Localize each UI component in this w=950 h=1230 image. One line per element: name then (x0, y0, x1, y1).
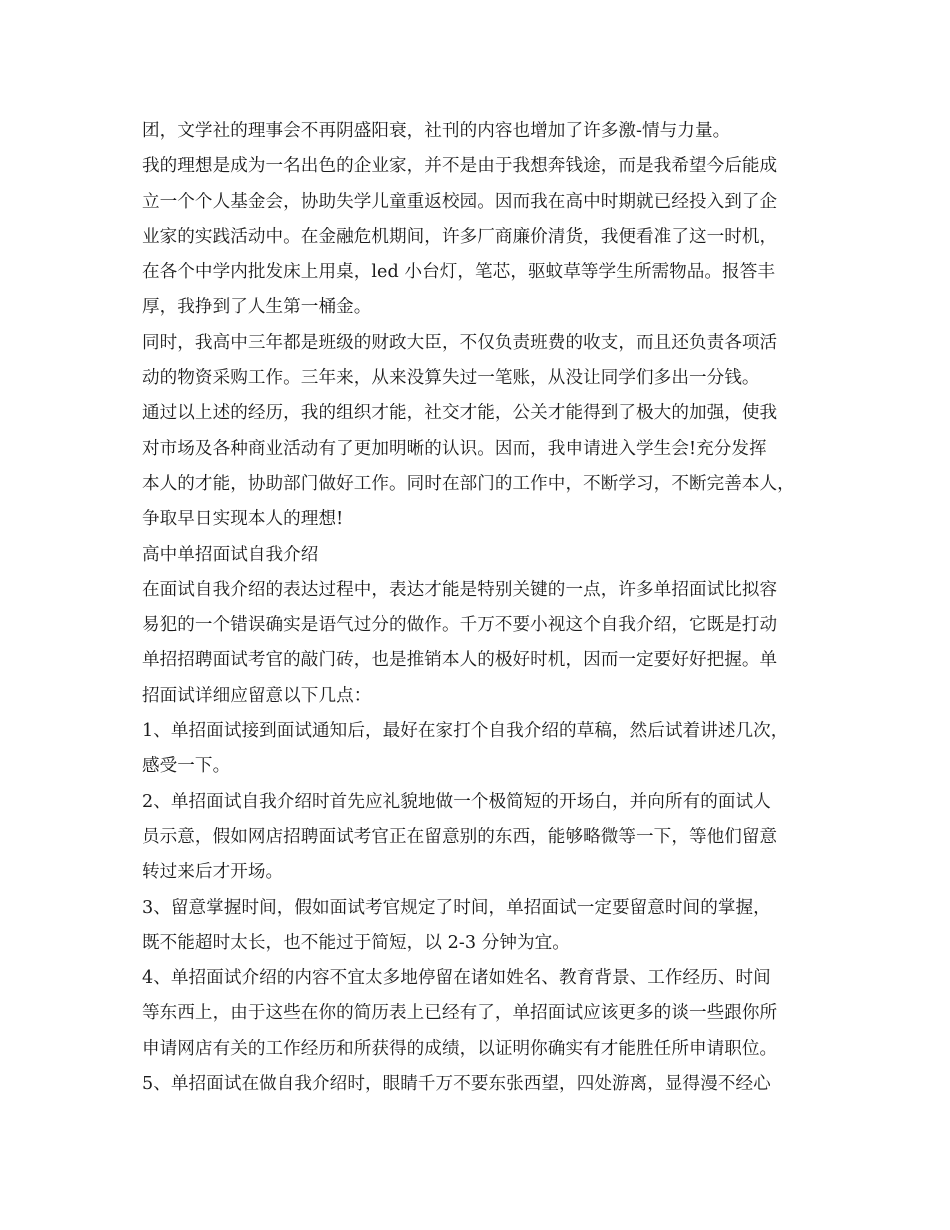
text-line-9: 通过以上述的经历，我的组织才能，社交才能，公关才能得到了极大的加强，使我 (142, 403, 778, 424)
text-line-8: 动的物资采购工作。三年来，从来没算失过一笔账，从没让同学们多出一分钱。 (142, 368, 760, 389)
section-heading: 高中单招面试自我介绍 (142, 544, 319, 565)
text-line-16: 单招招聘面试考官的敲门砖，也是推销本人的极好时机，因而一定要好好把握。单 (142, 650, 778, 671)
list-item-4-line-3: 申请网店有关的工作经历和所获得的成绩，以证明你确实有才能胜任所申请职位。 (142, 1038, 778, 1059)
text-line-3: 立一个个人基金会，协助失学儿童重返校园。因而我在高中时期就已经投入到了企 (142, 191, 778, 212)
list-item-4-line-1: 4、单招面试介绍的内容不宜太多地停留在诸如姓名、教育背景、工作经历、时间 (142, 968, 771, 989)
text-line-12: 争取早日实现本人的理想! (142, 509, 344, 530)
list-item-3-line-1: 3、留意掌握时间，假如面试考官规定了时间，单招面试一定要留意时间的掌握， (142, 897, 771, 918)
document-body (142, 114, 822, 1102)
text-line-2: 我的理想是成为一名出色的企业家，并不是由于我想奔钱途，而是我希望今后能成 (142, 156, 778, 177)
text-line-14: 在面试自我介绍的表达过程中，表达才能是特别关键的一点，许多单招面试比拟容 (142, 579, 778, 600)
text-line-1: 团，文学社的理事会不再阴盛阳衰，社刊的内容也增加了许多激-情与力量。 (142, 121, 731, 141)
list-item-2-line-3: 转过来后才开场。 (142, 862, 284, 883)
text-line-10: 对市场及各种商业活动有了更加明晰的认识。因而，我申请进入学生会!充分发挥 (142, 438, 767, 459)
text-line-17: 招面试详细应留意以下几点： (142, 685, 372, 706)
text-line-15: 易犯的一个错误确实是语气过分的做作。千万不要小视这个自我介绍，它既是打动 (142, 615, 778, 636)
text-line-6: 厚，我挣到了人生第一桶金。 (142, 297, 372, 318)
list-item-1-line-1: 1、单招面试接到面试通知后，最好在家打个自我介绍的草稿，然后试着讲述几次， (142, 721, 789, 742)
text-line-4: 业家的实践活动中。在金融危机期间，许多厂商廉价清货，我便看准了这一时机， (142, 226, 778, 247)
list-item-3-line-2: 既不能超时太长，也不能过于简短，以 2-3 分钟为宜。 (142, 932, 570, 953)
list-item-1-line-2: 感受一下。 (142, 756, 231, 777)
text-line-7: 同时，我高中三年都是班级的财政大臣，不仅负责班费的收支，而且还负责各项活 (142, 332, 778, 353)
list-item-5-line-1: 5、单招面试在做自我介绍时，眼睛千万不要东张西望，四处游离，显得漫不经心 (142, 1074, 771, 1095)
text-line-5: 在各个中学内批发床上用桌，led 小台灯，笔芯，驱蚊草等学生所需物品。报答丰 (142, 262, 775, 283)
list-item-2-line-1: 2、单招面试自我介绍时首先应礼貌地做一个极简短的开场白，并向所有的面试人 (142, 791, 771, 812)
list-item-2-line-2: 员示意，假如网店招聘面试考官正在留意别的东西，能够略微等一下，等他们留意 (142, 826, 778, 847)
text-line-11: 本人的才能，协助部门做好工作。同时在部门的工作中，不断学习，不断完善本人， (142, 473, 795, 494)
list-item-4-line-2: 等东西上，由于这些在你的简历表上已经有了，单招面试应该更多的谈一些跟你所 (142, 1003, 778, 1024)
